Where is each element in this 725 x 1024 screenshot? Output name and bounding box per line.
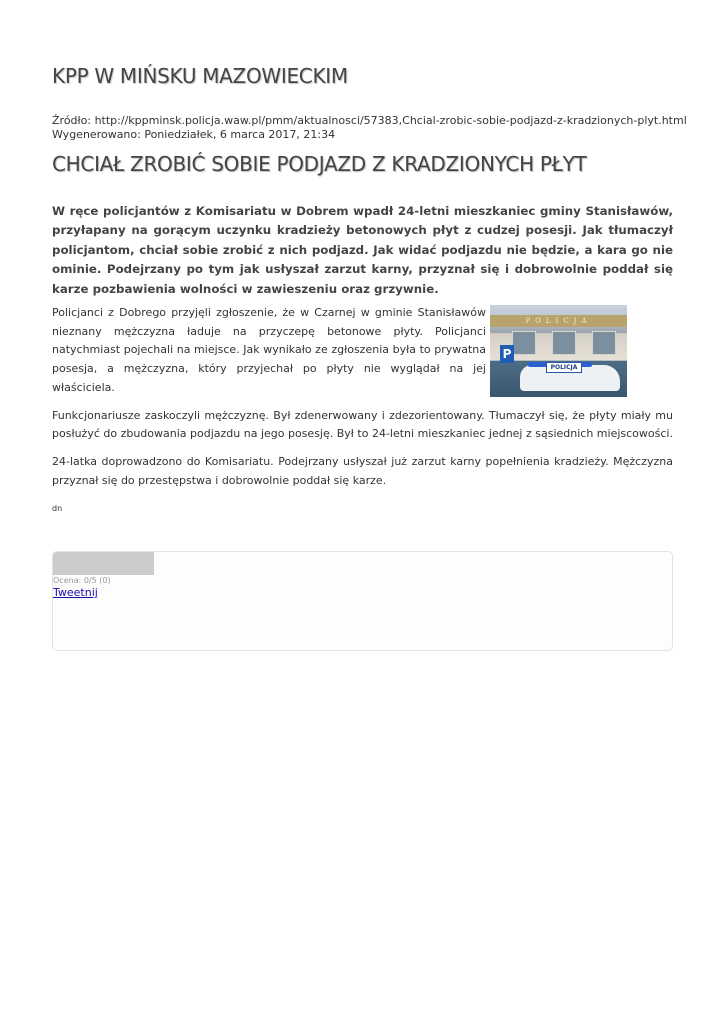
site-title: KPP W MIŃSKU MAZOWIECKIM (52, 64, 348, 88)
rating-stars-bar[interactable] (53, 552, 154, 575)
rating-panel (52, 551, 673, 651)
article-photo (490, 305, 627, 397)
source-line: Źródło: http://kppminsk.policja.waw.pl/pmm/aktualnosci/57383,Chcial-zrobic-sobie-podjazd-z-kradzionych-plyt.html (52, 114, 687, 127)
building-sign: POLICJA (490, 315, 627, 327)
window-shape (512, 331, 536, 355)
window-shape (592, 331, 616, 355)
article-paragraph: Funkcjonariusze zaskoczyli mężczyznę. Był zdenerwowany i zdezorientowany. Tłumaczył się, że płyty miały mu posłużyć do zbudowania podjazdu na jego posesję. Był to 24-letni mieszkaniec jednej z sąsiednich miejscowości. (52, 408, 673, 441)
rating-label: Ocena: 0/5 (0) (53, 576, 111, 585)
tweet-link[interactable]: Tweetnij (53, 586, 98, 599)
car-label: POLICJA (546, 362, 582, 373)
window-shape (552, 331, 576, 355)
article-paragraph: 24-latka doprowadzono do Komisariatu. Podejrzany usłyszał już zarzut karny popełnienia kradzieży. Mężczyzna przyznał się do przestępstwa i dobrowolnie poddał się karze. (52, 454, 673, 487)
article-meta (52, 114, 687, 142)
article-title: CHCIAŁ ZROBIĆ SOBIE PODJAZD Z KRADZIONYCH PŁYT (52, 152, 587, 176)
article-paragraph: Policjanci z Dobrego przyjęli zgłoszenie, że w Czarnej w gminie Stanisławów nieznany mężczyzna ładuje na przyczepę betonowe płyty. Policjanci natychmiast pojechali na miejsce. Jak wynikało ze zgłoszenia była to prywatna posesja, a mężczyzna, który przyjechał po płyty nie wyglądał na jej właściciela. (52, 306, 486, 394)
article-body (52, 304, 673, 499)
parking-sign: P (500, 345, 514, 363)
author-signature: dn (52, 504, 63, 513)
generated-line: Wygenerowano: Poniedziałek, 6 marca 2017, 21:34 (52, 128, 336, 141)
article-lead: W ręce policjantów z Komisariatu w Dobrem wpadł 24-letni mieszkaniec gminy Stanisławów, przyłapany na gorącym uczynku kradzieży betonowych płyt z cudzej posesji. Jak tłumaczył policjantom, chciał sobie zrobić z nich podjazd. Jak widać podjazdu nie będzie, a kara go nie ominie. Podejrzany po tym jak usłyszał zarzut karny, przyznał się i dobrowolnie poddał się karze pozbawienia wolności w zawieszeniu oraz grzywnie. (52, 204, 673, 296)
